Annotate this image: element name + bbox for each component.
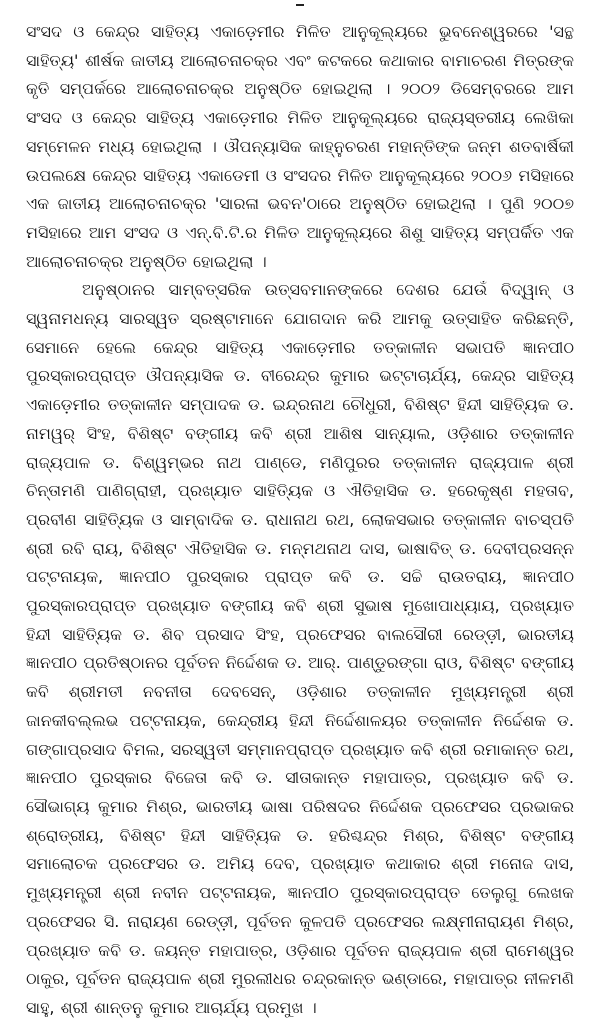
body-paragraph-2: ଅନୁଷ୍ଠାନର ସାମ୍ବତ୍ସରିକ ଉତ୍ସବମାନଙ୍କରେ ଦେଶର ଯେଉଁ ବିଦ୍ୱାନ୍ ଓ ସ୍ୱନାମଧନ୍ୟ ସାରସ୍ୱତ ସ୍ରଷ୍ଟାମାନେ ଯୋଗଦାନ କରି ଆମକୁ ଉତ୍ସାହିତ କରିଛନ୍ତି, ସେମାନେ ହେଲେ କେନ୍ଦ୍ର ସାହିତ୍ୟ ଏକାଡ଼େମୀର ତତ୍କାଳୀନ ସଭାପତି ଜ୍ଞାନପୀଠ ପୁରସ୍କାରପ୍ରାପ୍ତ ଔପନ୍ୟାସିକ ଡ. ବୀରେନ୍ଦ୍ର କୁମାର ଭଟ୍ଟାଚାର୍ଯ୍ୟ, କେନ୍ଦ୍ର ସାହିତ୍ୟ ଏକାଡ଼େମୀର ତତ୍କାଳୀନ ସମ୍ପାଦକ ଡ. ଇନ୍ଦ୍ରନାଥ ଚୌଧୁରୀ, ବିଶିଷ୍ଟ ହିନ୍ଦୀ ସାହିତ୍ୟିକ ଡ. ନାମୱର୍ ସିଂହ, ବିଶିଷ୍ଟ ବଙ୍ଗୀୟ କବି ଶ୍ରୀ ଆଶିଷ ସାନ୍ୟାଲ, ଓଡ଼ିଶାର ତତ୍କାଳୀନ ରାଜ୍ୟପାଳ ଡ. ବିଶ୍ୱମ୍ଭର ନାଥ ପାଣ୍ଡେ, ମଣିପୁରର ତତ୍କାଳୀନ ରାଜ୍ୟପାଳ ଶ୍ରୀ ଚିନ୍ତାମଣି ପାଣିଗ୍ରାହୀ, ପ୍ରଖ୍ୟାତ ସାହିତ୍ୟିକ ଓ ଐତିହାସିକ ଡ. ହରେକୃଷ୍ଣ ମହତାବ, ପ୍ରବୀଣ ସାହିତ୍ୟିକ ଓ ସାମ୍ବାଦିକ ଡ. ରାଧାନାଥ ରଥ, ଲୋକସଭାର ତତ୍କାଳୀନ ବାଚସ୍ପତି ଶ୍ରୀ ରବି ରାୟ, ବିଶିଷ୍ଟ ଐତିହାସିକ ଡ. ମନ୍ମଥନାଥ ଦାସ, ଭାଷାବିତ୍ ଡ. ଦେବୀପ୍ରସନ୍ନ ପଟ୍ଟନାୟକ, ଜ୍ଞାନପୀଠ ପୁରସ୍କାର ପ୍ରାପ୍ତ କବି ଡ. ସଚ୍ଚି ରାଉତରାୟ, ଜ୍ଞାନପୀଠ ପୁରସ୍କାରପ୍ରାପ୍ତ ପ୍ରଖ୍ୟାତ ବଙ୍ଗୀୟ କବି ଶ୍ରୀ ସୁଭାଷ ମୁଖୋପାଧ୍ୟାୟ, ପ୍ରଖ୍ୟାତ ହିନ୍ଦୀ ସାହିତ୍ୟିକ ଡ. ଶିବ ପ୍ରସାଦ ସିଂହ, ପ୍ରଫେସର ବାଲସୌରୀ ରେଡ୍ଡ଼ୀ, ଭାରତୀୟ ଜ୍ଞାନପୀଠ ପ୍ରତିଷ୍ଠାନର ପୂର୍ବତନ ନିର୍ଦ୍ଦେଶକ ଡ. ଆର୍. ପାଣ୍ଡୁରଙ୍ଗା ରାଓ, ବିଶିଷ୍ଟ ବଙ୍ଗୀୟ କବି ଶ୍ରୀମତୀ ନବନୀତା ଦେବସେନ୍, ଓଡ଼ିଶାର ତତ୍କାଳୀନ ମୁଖ୍ୟମନ୍ତ୍ରୀ ଶ୍ରୀ ଜାନକୀବଲ୍ଲଭ ପଟ୍ଟନାୟକ, କେନ୍ଦ୍ରୀୟ ହିନ୍ଦୀ ନିର୍ଦ୍ଦେଶାଳୟର ତତ୍କାଳୀନ ନିର୍ଦ୍ଦେଶକ ଡ. ଗଙ୍ଗାପ୍ରସାଦ ବିମଲ, ସରସ୍ୱତୀ ସମ୍ମାନପ୍ରାପ୍ତ ପ୍ରଖ୍ୟାତ କବି ଶ୍ରୀ ରମାକାନ୍ତ ରଥ, ଜ୍ଞାନପୀଠ ପୁରସ୍କାର ବିଜେତା କବି ଡ. ସୀତାକାନ୍ତ ମହାପାତ୍ର, ପ୍ରଖ୍ୟାତ କବି ଡ. ସୌଭାଗ୍ୟ କୁମାର ମିଶ୍ର, ଭାରତୀୟ ଭାଷା ପରିଷଦର ନିର୍ଦ୍ଦେଶକ ପ୍ରଫେସର ପ୍ରଭାକର ଶ୍ରୋତ୍ରୀୟ, ବିଶିଷ୍ଟ ହିନ୍ଦୀ ସାହିତ୍ୟିକ ଡ. ହରିଶ୍ଚନ୍ଦ୍ର ମିଶ୍ର, ବିଶିଷ୍ଟ ବଙ୍ଗୀୟ ସମାଲୋଚକ ପ୍ରଫେସର ଡ. ଅମିୟ ଦେବ, ପ୍ରଖ୍ୟାତ କଥାକାର ଶ୍ରୀ ମନୋଜ ଦାସ, ମୁଖ୍ୟମନ୍ତ୍ରୀ ଶ୍ରୀ ନବୀନ ପଟ୍ଟନାୟକ, ଜ୍ଞାନପୀଠ ପୁରସ୍କାରପ୍ରାପ୍ତ ତେଲୁଗୁ ଲେଖକ ପ୍ରଫେସର ସି. ନାରାୟଣ ରେଡ୍ଡ଼ୀ, ପୂର୍ବତନ କୁଳପତି ପ୍ରଫେସର ଲକ୍ଷ୍ମୀନାରାୟଣ ମିଶ୍ର, ପ୍ରଖ୍ୟାତ କବି ଡ. ଜୟନ୍ତ ମହାପାତ୍ର, ଓଡ଼ିଶାର ପୂର୍ବତନ ରାଜ୍ୟପାଳ ଶ୍ରୀ ରାମେଶ୍ୱର ଠାକୁର, ପୂର୍ବତନ ରାଜ୍ୟପାଳ ଶ୍ରୀ ମୁରଲୀଧର ଚନ୍ଦ୍ରକାନ୍ତ ଭଣ୍ଡାରେ, ମହାପାତ୍ର ନୀଳମଣି ସାହୁ, ଶ୍ରୀ ଶାନ୍ତନୁ କୁମାର ଆଚାର୍ଯ୍ୟ ପ୍ରମୁଖ । <box>26 280 574 1017</box>
page-top-mark <box>296 0 304 6</box>
body-paragraph-1: ସଂସଦ ଓ କେନ୍ଦ୍ର ସାହିତ୍ୟ ଏକାଡ଼େମୀର ମିଳିତ ଆନୁକୂଲ୍ୟରେ ଭୁବନେଶ୍ୱରରେ 'ସନ୍ଥ ସାହିତ୍ୟ' ଶୀର୍ଷକ ଜାତୀୟ ଆଲୋଚନାଚକ୍ର ଏବଂ କଟକରେ କଥାକାର ବାମାଚରଣ ମିତ୍ରଙ୍କ କୃତି ସମ୍ପର୍କରେ ଆଲୋଚନାଚକ୍ର ଅନୁଷ୍ଠିତ ହୋଇଥିଲା । ୨୦୦୨ ଡିସେମ୍ବରରେ ଆମ ସଂସଦ ଓ କେନ୍ଦ୍ର ସାହିତ୍ୟ ଏକାଡ଼େମୀର ମିଳିତ ଆନୁକୂଲ୍ୟରେ ରାଜ୍ୟସ୍ତରୀୟ ଲେଖିକା ସମ୍ମେଳନ ମଧ୍ୟ ହୋଇଥିଲା । ଔପନ୍ୟାସିକ କାହ୍ନୁଚରଣ ମହାନ୍ତିଙ୍କ ଜନ୍ମ ଶତବାର୍ଷିକୀ ଉପଲକ୍ଷେ କେନ୍ଦ୍ର ସାହିତ୍ୟ ଏକାଡେମୀ ଓ ସଂସଦର ମିଳିତ ଆନୁକୂଲ୍ୟରେ ୨୦୦୬ ମସିହାରେ ଏକ ଜାତୀୟ ଆଲୋଚନାଚକ୍ର 'ସାରଳା ଭବନ'ଠାରେ ଅନୁଷ୍ଠିତ ହୋଇଥିଲା । ପୁଣି ୨୦୦୭ ମସିହାରେ ଆମ ସଂସଦ ଓ ଏନ୍.ବି.ଟି.ର ମିଳିତ ଆନୁକୂଲ୍ୟରେ ଶିଶୁ ସାହିତ୍ୟ ସମ୍ପର୍କିତ ଏକ ଆଲୋଚନାଚକ୍ର ଅନୁଷ୍ଠିତ ହୋଇଥିଲା । <box>26 22 574 271</box>
